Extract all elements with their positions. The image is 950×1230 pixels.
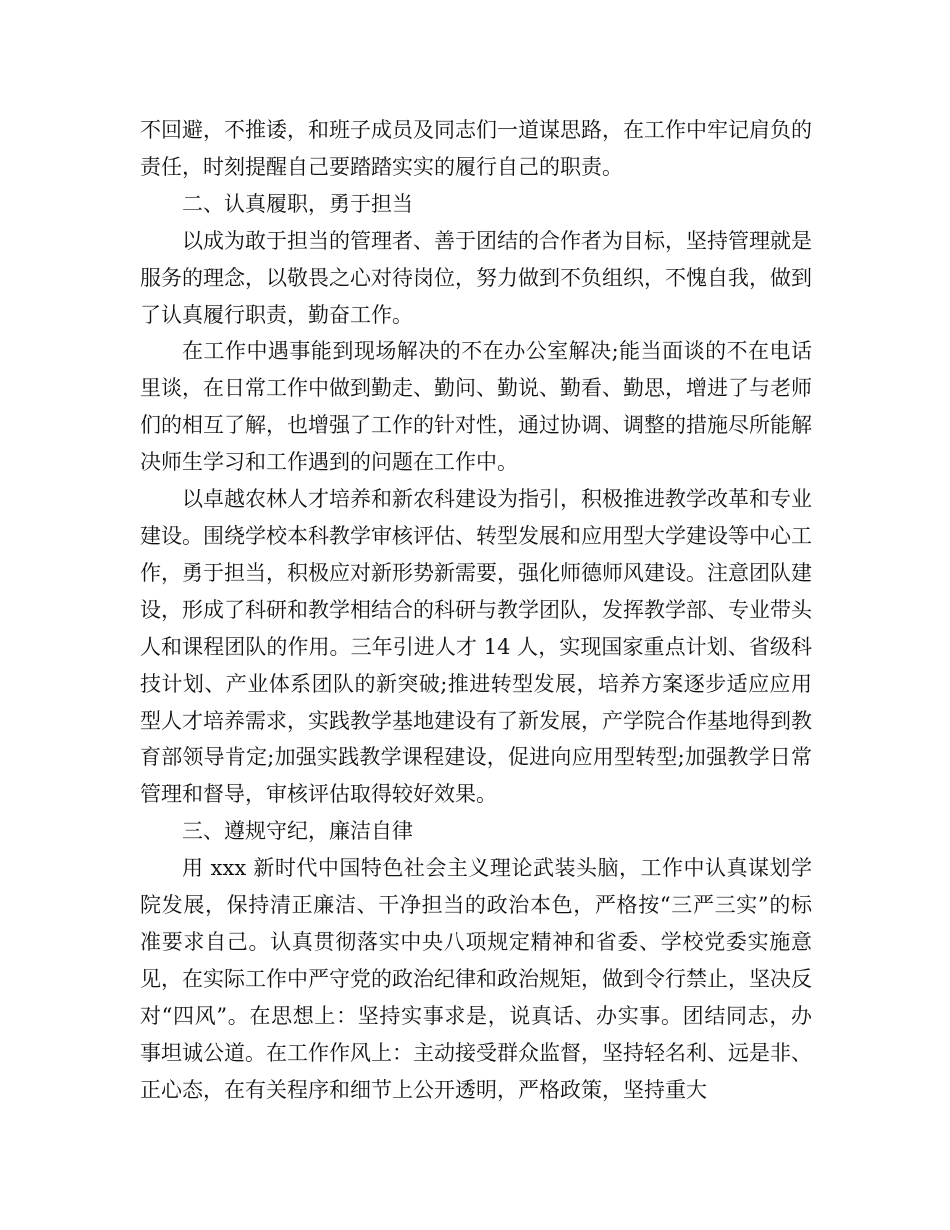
section-heading: 二、认真履职，勇于担当 [182,191,413,216]
paragraph: 以卓越农林人才培养和新农科建设为指引，积极推进教学改革和专业建设。围绕学校本科教学审核评估、转型发展和应用型大学建设等中心工作，勇于担当，积极应对新形势新需要，强化师德师风建设。注意团队建设，形成了科研和教学相结合的科研与教学团队，发挥教学部、专业带头人和课程团队的作用。三年引进人才 14 人，实现国家重点计划、省级科技计划、产业体系团队的新突破;推进转型发展，培养方案逐步适应应用型人才培养需求，实践教学基地建设有了新发展，产学院合作基地得到教育部领导肯定;加强实践教学课程建设，促进向应用型转型;加强教学日常管理和督导，审核评估取得较好效果。 [140,487,812,807]
paragraph: 在工作中遇事能到现场解决的不在办公室解决;能当面谈的不在电话里谈，在日常工作中做到勤走、勤问、勤说、勤看、勤思，增进了与老师们的相互了解，也增强了工作的针对性，通过协调、调整的措施尽所能解决师生学习和工作遇到的问题在工作中。 [140,339,812,475]
paragraph: 用 xxx 新时代中国特色社会主义理论武装头脑，工作中认真谋划学院发展，保持清正廉洁、干净担当的政治本色，严格按“三严三实”的标准要求自己。认真贯彻落实中央八项规定精神和省委、学校党委实施意见，在实际工作中严守党的政治纪律和政治规矩，做到令行禁止，坚决反对“四风”。在思想上：坚持实事求是，说真话、办实事。团结同志，办事坦诚公道。在工作作风上：主动接受群众监督，坚持轻名利、远是非、正心态，在有关程序和细节上公开透明，严格政策，坚持重大 [140,856,812,1102]
section-heading: 三、遵规守纪，廉洁自律 [182,819,413,844]
document-body [140,112,812,1108]
paragraph: 以成为敢于担当的管理者、善于团结的合作者为目标，坚持管理就是服务的理念，以敬畏之心对待岗位，努力做到不负组织，不愧自我，做到了认真履行职责，勤奋工作。 [140,228,812,327]
paragraph: 不回避，不推诿，和班子成员及同志们一道谋思路，在工作中牢记肩负的责任，时刻提醒自己要踏踏实实的履行自己的职责。 [140,118,812,179]
